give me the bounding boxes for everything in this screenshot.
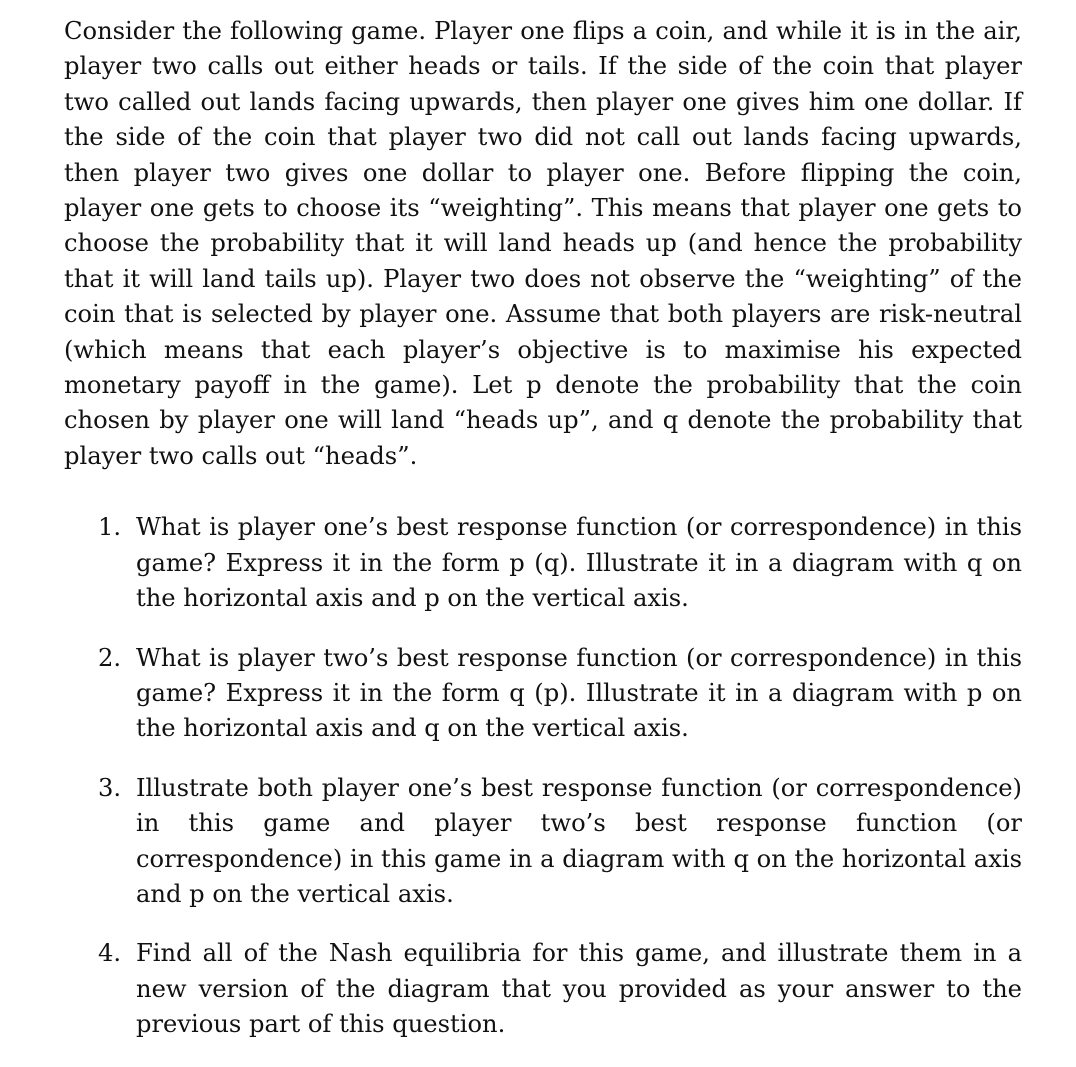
question-4-text: Find all of the Nash equilibria for this game, and illustrate them in a new version of the diagram that you provided as your answer to the previous part of this question. xyxy=(136,939,1022,1039)
question-1-number: 1. xyxy=(98,513,122,542)
question-2-text: What is player two’s best response function (or correspondence) in this game? Express it in the form q (p). Illustrate it in a diagram with p on the horizontal axis and q on the vertical axis. xyxy=(136,643,1022,743)
question-4-number: 4. xyxy=(98,939,122,968)
question-1 xyxy=(64,510,1022,616)
question-3 xyxy=(64,771,1022,913)
question-2 xyxy=(64,641,1022,747)
question-4 xyxy=(64,936,1022,1042)
document-page xyxy=(64,14,1022,1067)
question-2-number: 2. xyxy=(98,643,122,672)
question-1-text: What is player one’s best response function (or correspondence) in this game? Express it in the form p (q). Illustrate it in a diagram with q on the horizontal axis and p on the vertical axis. xyxy=(136,513,1022,613)
question-3-number: 3. xyxy=(98,773,122,802)
question-3-text: Illustrate both player one’s best response function (or correspondence) in this game and player two’s best response function (or correspondence) in this game in a diagram with q on the horizontal axis and p on the vertical axis. xyxy=(136,773,1022,908)
intro-paragraph: Consider the following game. Player one flips a coin, and while it is in the air, player two calls out either heads or tails. If the side of the coin that player two called out lands facing upwards, then player one gives him one dollar. If the side of the coin that player two did not call out lands facing upwards, then player two gives one dollar to player one. Before flipping the coin, player one gets to choose its “weighting”. This means that player one gets to choose the probability that it will land heads up (and hence the probability that it will land tails up). Player two does not observe the “weighting” of the coin that is selected by player one. Assume that both players are risk-neutral (which means that each player’s objective is to maximise his expected monetary payoff in the game). Let p denote the probability that the coin chosen by player one will land “heads up”, and q denote the probability that player two calls out “heads”. xyxy=(64,17,1022,470)
question-list xyxy=(64,510,1022,1042)
